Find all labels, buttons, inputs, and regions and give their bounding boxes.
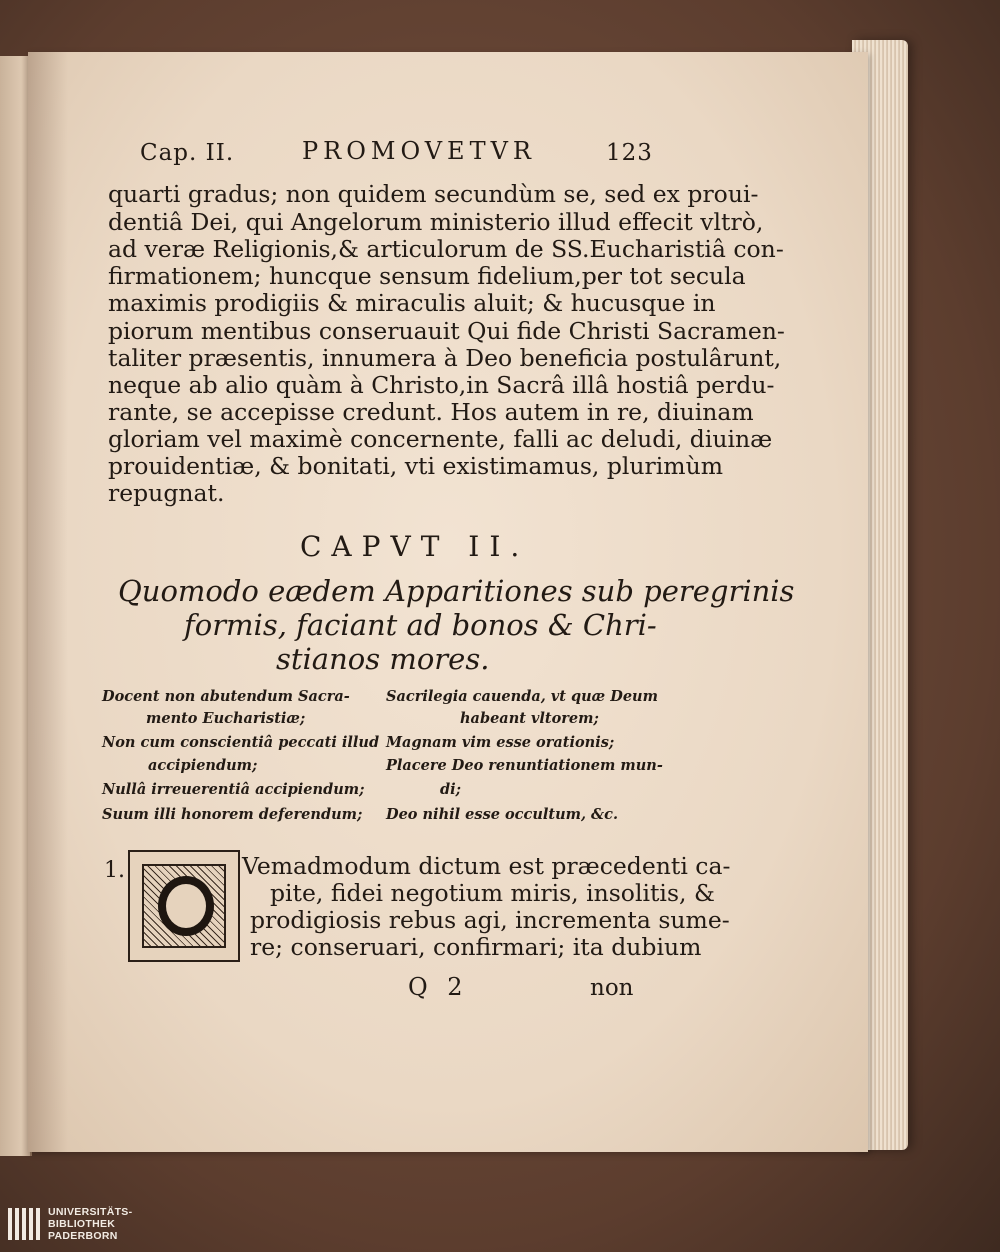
summary-right-line: Magnam vim esse orationis;: [386, 734, 615, 751]
summary-right-line: Placere Deo renuntiationem mun-: [386, 757, 663, 774]
initial-letter-shape: [158, 876, 214, 936]
signature-mark: Q 2: [408, 973, 469, 1001]
chapter-subtitle-line: stianos mores.: [276, 642, 490, 676]
summary-right-line: habeant vltorem;: [460, 710, 599, 727]
summary-left-line: Docent non abutendum Sacra-: [102, 688, 350, 705]
body-line: piorum mentibus conseruauit Qui fide Christi Sacramen-: [108, 317, 785, 345]
summary-left-line: Non cum conscientiâ peccati illud: [102, 734, 380, 751]
body-line: gloriam vel maximè concernente, falli ac deludi, diuinæ: [108, 425, 773, 453]
page-gutter: [28, 52, 68, 1152]
body-line: prouidentiæ, & bonitati, vti existimamus, plurimùm: [108, 452, 723, 480]
summary-right-line: Sacrilegia cauenda, vt quæ Deum: [386, 688, 658, 705]
summary-left-line: mento Eucharistiæ;: [146, 710, 306, 727]
library-logo-line: PADERBORN: [48, 1230, 118, 1242]
paragraph-line: Vemadmodum dictum est præcedenti ca-: [242, 852, 731, 880]
paragraph-line: re; conseruari, confirmari; ita dubium: [250, 933, 702, 961]
body-line: taliter præsentis, innumera à Deo beneficia postulârunt,: [108, 344, 782, 372]
paragraph-line: pite, fidei negotium miris, insolitis, &: [270, 879, 715, 907]
body-line: neque ab alio quàm à Christo,in Sacrâ illâ hostiâ perdu-: [108, 371, 775, 399]
decorated-initial-q-icon: [128, 850, 240, 962]
chapter-subtitle-line: Quomodo eædem Apparitiones sub peregrinis: [118, 574, 795, 608]
paragraph-line: prodigiosis rebus agi, incrementa sume-: [250, 906, 730, 934]
library-logo-line: BIBLIOTHEK: [48, 1218, 116, 1230]
body-line: quarti gradus; non quidem secundùm se, sed ex proui-: [108, 180, 759, 208]
body-line: repugnat.: [108, 479, 225, 507]
body-line: maximis prodigiis & miraculis aluit; & hucusque in: [108, 289, 716, 317]
chapter-heading: CAPVT II.: [300, 530, 530, 563]
summary-left-line: Suum illi honorem deferendum;: [102, 806, 363, 823]
body-line: dentiâ Dei, qui Angelorum ministerio illud effecit vltrò,: [108, 208, 764, 236]
catchword: non: [590, 975, 634, 1001]
paragraph-number: 1.: [104, 858, 125, 883]
initial-ornament: [142, 864, 226, 948]
summary-left-line: accipiendum;: [148, 757, 258, 774]
running-head-title: PROMOVETVR: [302, 137, 536, 165]
library-logo-line: UNIVERSITÄTS-: [48, 1206, 133, 1218]
running-head-chapter: Cap. II.: [140, 140, 235, 166]
page-number: 123: [606, 140, 653, 166]
summary-right-line: di;: [440, 781, 461, 798]
body-line: firmationem; huncque sensum fidelium,per tot secula: [108, 262, 746, 290]
library-logo-icon: [8, 1204, 42, 1244]
summary-right-line: Deo nihil esse occultum, &c.: [386, 806, 619, 823]
body-line: ad veræ Religionis,& articulorum de SS.Eucharistiâ con-: [108, 235, 784, 263]
chapter-subtitle-line: formis, faciant ad bonos & Chri-: [184, 608, 657, 642]
library-logo: [0, 1198, 160, 1252]
summary-left-line: Nullâ irreuerentiâ accipiendum;: [102, 781, 365, 798]
body-line: rante, se accepisse credunt. Hos autem in re, diuinam: [108, 398, 754, 426]
library-logo-text: [48, 1206, 132, 1242]
